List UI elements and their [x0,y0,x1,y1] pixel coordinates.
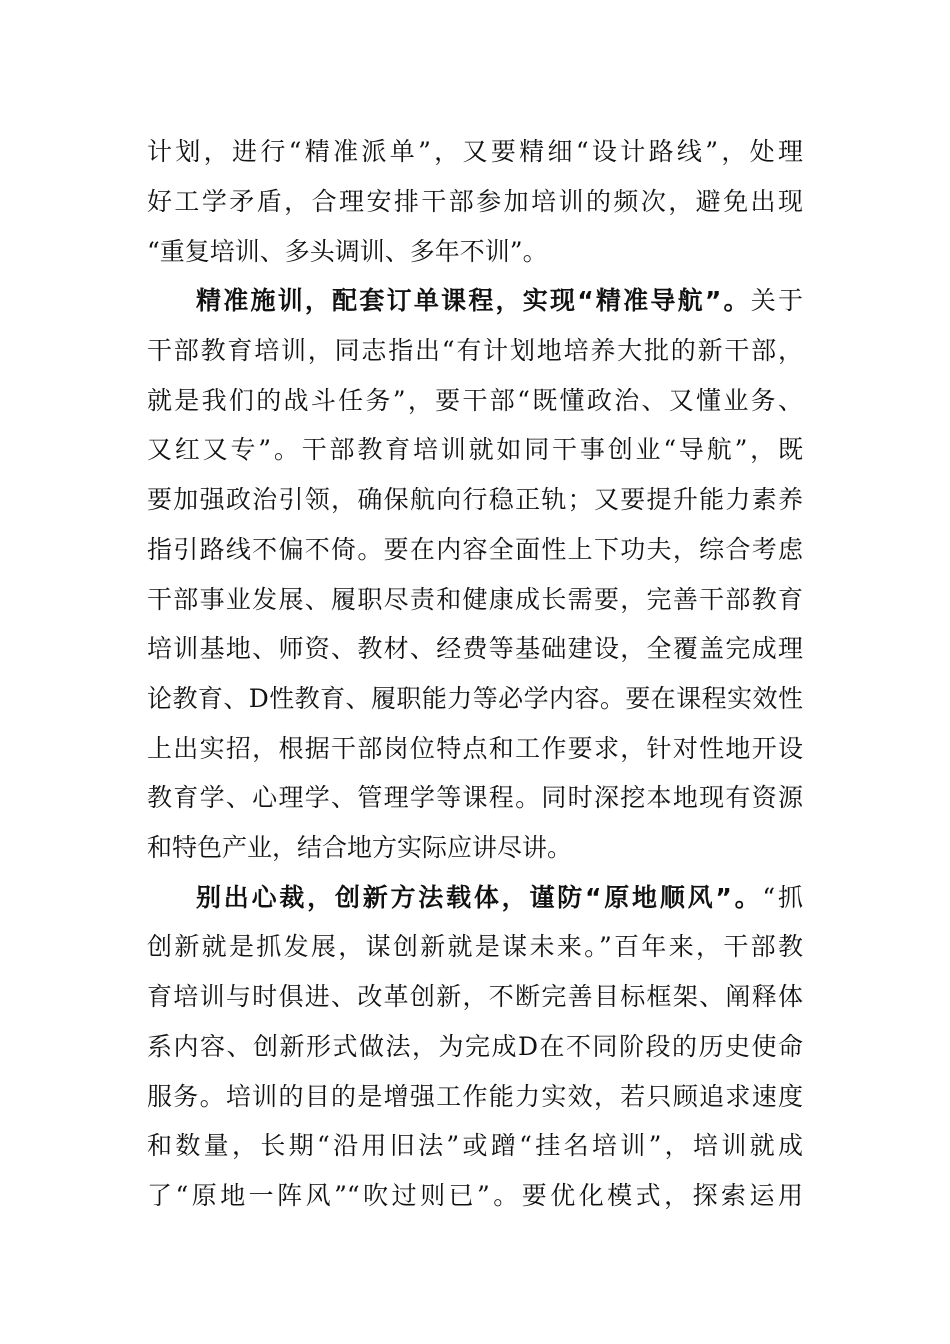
text-line: 计划，进行“精准派单”，又要精细“设计路线”，处理 [147,137,803,166]
text-line: 论教育、D性教育、履职能力等必学内容。要在课程实效性 [147,684,803,713]
text-line: 教育学、心理学、管理学等课程。同时深挖本地现有资源 [147,783,803,812]
text-line: 创新就是抓发展，谋创新就是谋未来。”百年来，干部教 [147,932,803,961]
text-line: 育培训与时俱进、改革创新，不断完善目标框架、阐释体 [147,982,803,1011]
text-line: 就是我们的战斗任务”，要干部“既懂政治、又懂业务、 [147,386,803,415]
text-line: 又红又专”。干部教育培训就如同干事创业“导航”，既 [147,435,803,464]
text-line: 干部事业发展、履职尽责和健康成长需要，完善干部教育 [147,585,803,614]
section-heading: 精准施训，配套订单课程，实现“精准导航”。 [196,286,751,315]
text-line: “重复培训、多头调训、多年不训”。 [147,237,548,266]
text-line: 和特色产业，结合地方实际应讲尽讲。 [147,833,573,862]
text-line: 培训基地、师资、教材、经费等基础建设，全覆盖完成理 [147,634,803,663]
paragraph-heading-line: 别出心裁，创新方法载体，谨防“原地顺风”。“抓 [196,883,803,912]
section-heading: 别出心裁，创新方法载体，谨防“原地顺风”。 [196,883,763,912]
text-line: 服务。培训的目的是增强工作能力实效，若只顾追求速度 [147,1082,803,1111]
text-line: 干部教育培训，同志指出“有计划地培养大批的新干部， [147,336,803,365]
text-line: 上出实招，根据干部岗位特点和工作要求，针对性地开设 [147,734,803,763]
text-line: 和数量，长期“沿用旧法”或蹭“挂名培训”，培训就成 [147,1131,803,1160]
paragraph-heading-line: 精准施训，配套订单课程，实现“精准导航”。关于 [196,286,803,315]
text-line: 好工学矛盾，合理安排干部参加培训的频次，避免出现 [147,187,803,216]
text-line: 指引路线不偏不倚。要在内容全面性上下功夫，综合考虑 [147,535,803,564]
text-line: 要加强政治引领，确保航向行稳正轨；又要提升能力素养 [147,485,803,514]
text-line: 系内容、创新形式做法，为完成D在不同阶段的历史使命 [147,1032,803,1061]
text-line: 了“原地一阵风”“吹过则已”。要优化模式，探索运用 [147,1181,803,1210]
